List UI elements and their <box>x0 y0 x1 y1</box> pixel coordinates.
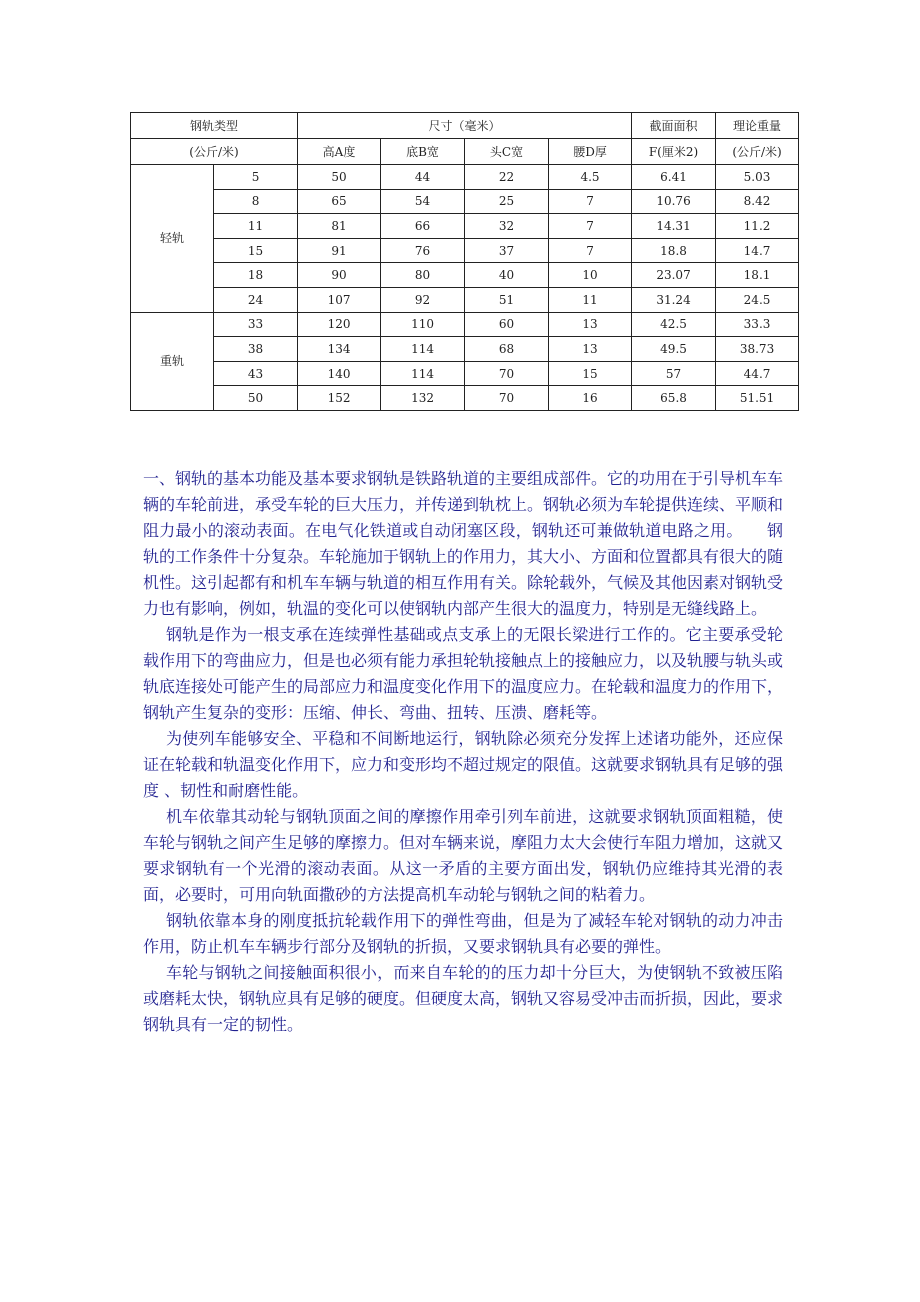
cell-area: 10.76 <box>632 189 716 214</box>
cell-rail-type: 33 <box>214 312 298 337</box>
cell-bottom-width: 54 <box>381 189 465 214</box>
paragraph-strength: 为使列车能够安全、平稳和不间断地运行，钢轨除必须充分发挥上述诸功能外，还应保证在轮载和轨温变化作用下，应力和变形均不超过规定的限值。这就要求钢轨具有足够的强度 、韧性和耐磨性能。 <box>143 729 784 800</box>
cell-rail-type: 5 <box>214 165 298 190</box>
table-row <box>131 214 799 239</box>
cell-bottom-width: 132 <box>381 386 465 411</box>
cell-area: 18.8 <box>632 238 716 263</box>
cell-weight: 38.73 <box>716 337 799 362</box>
cell-height: 50 <box>298 165 381 190</box>
cell-area: 65.8 <box>632 386 716 411</box>
header-waist-thickness: 腰D厚 <box>549 139 632 165</box>
cell-waist-thickness: 13 <box>549 337 632 362</box>
paragraph-functions: 一、钢轨的基本功能及基本要求钢轨是铁路轨道的主要组成部件。它的功用在于引导机车车辆的车轮前进，承受车轮的巨大压力，并传递到轨枕上。钢轨必须为车轮提供连续、平顺和阻力最小的滚动表面。在电气化铁道或自动闭塞区段，钢轨还可兼做轨道电路之用。 钢轨的工作条件十分复杂。车轮施加于钢轨上的作用力，其大小、方面和位置都具有很大的随机性。这引起都有和机车车辆与轨道的相互作用有关。除轮载外，气候及其他因素对钢轨受力也有影响，例如，轨温的变化可以使钢轨内部产生很大的温度力，特别是无缝线路上。 <box>143 469 784 618</box>
cell-bottom-width: 66 <box>381 214 465 239</box>
cell-weight: 14.7 <box>716 238 799 263</box>
body-text <box>143 466 783 1038</box>
cell-head-width: 37 <box>465 238 549 263</box>
cell-head-width: 32 <box>465 214 549 239</box>
rail-table-body <box>131 113 799 411</box>
cell-height: 90 <box>298 263 381 288</box>
cell-bottom-width: 76 <box>381 238 465 263</box>
paragraph-elasticity: 钢轨依靠本身的刚度抵抗轮载作用下的弹性弯曲，但是为了减轻车轮对钢轨的动力冲击作用，防止机车车辆步行部分及钢轨的折损，又要求钢轨具有必要的弹性。 <box>143 911 783 956</box>
paragraph-hardness: 车轮与钢轨之间接触面积很小，而来自车轮的的压力却十分巨大，为使钢轨不致被压陷或磨耗太快，钢轨应具有足够的硬度。但硬度太高，钢轨又容易受冲击而折损，因此，要求钢轨具有一定的韧性。 <box>143 963 784 1034</box>
table-row <box>131 263 799 288</box>
cell-waist-thickness: 15 <box>549 361 632 386</box>
cell-waist-thickness: 4.5 <box>549 165 632 190</box>
cell-head-width: 25 <box>465 189 549 214</box>
cell-height: 120 <box>298 312 381 337</box>
header-weight-unit: (公斤/米) <box>716 139 799 165</box>
table-header-row-1 <box>131 113 799 139</box>
cell-weight: 11.2 <box>716 214 799 239</box>
cell-waist-thickness: 10 <box>549 263 632 288</box>
cell-bottom-width: 80 <box>381 263 465 288</box>
paragraph-beam: 钢轨是作为一根支承在连续弹性基础或点支承上的无限长梁进行工作的。它主要承受轮载作用下的弯曲应力，但是也必须有能力承担轮轨接触点上的接触应力，以及轨腰与轨头或轨底连接处可能产生的局部应力和温度变化作用下的温度应力。在轮载和温度力的作用下，钢轨产生复杂的变形：压缩、伸长、弯曲、扭转、压溃、磨耗等。 <box>143 625 784 722</box>
cell-waist-thickness: 7 <box>549 238 632 263</box>
cell-weight: 51.51 <box>716 386 799 411</box>
table-header-row-2 <box>131 139 799 165</box>
cell-bottom-width: 92 <box>381 287 465 312</box>
cell-height: 152 <box>298 386 381 411</box>
cell-rail-type: 11 <box>214 214 298 239</box>
cell-area: 42.5 <box>632 312 716 337</box>
cell-bottom-width: 44 <box>381 165 465 190</box>
table-row <box>131 238 799 263</box>
paragraph-friction: 机车依靠其动轮与钢轨顶面之间的摩擦作用牵引列车前进，这就要求钢轨顶面粗糙，使车轮与钢轨之间产生足够的摩擦力。但对车辆来说，摩阻力太大会使行车阻力增加，这就又要求钢轨有一个光滑的滚动表面。从这一矛盾的主要方面出发，钢轨仍应维持其光滑的表面，必要时，可用向轨面撒砂的方法提高机车动轮与钢轨之间的粘着力。 <box>143 807 784 904</box>
cell-waist-thickness: 11 <box>549 287 632 312</box>
cell-head-width: 68 <box>465 337 549 362</box>
cell-head-width: 60 <box>465 312 549 337</box>
cell-waist-thickness: 7 <box>549 214 632 239</box>
table-row <box>131 361 799 386</box>
cell-bottom-width: 114 <box>381 337 465 362</box>
header-head-width: 头C宽 <box>465 139 549 165</box>
table-row <box>131 337 799 362</box>
cell-rail-type: 38 <box>214 337 298 362</box>
table-row <box>131 165 799 190</box>
cell-weight: 8.42 <box>716 189 799 214</box>
cell-area: 57 <box>632 361 716 386</box>
cell-bottom-width: 110 <box>381 312 465 337</box>
cell-rail-type: 8 <box>214 189 298 214</box>
cell-head-width: 22 <box>465 165 549 190</box>
cell-head-width: 40 <box>465 263 549 288</box>
cell-area: 49.5 <box>632 337 716 362</box>
cell-head-width: 70 <box>465 386 549 411</box>
cell-height: 134 <box>298 337 381 362</box>
cell-height: 81 <box>298 214 381 239</box>
rail-spec-table <box>130 112 799 411</box>
table-row <box>131 287 799 312</box>
cell-rail-category: 重轨 <box>131 312 214 410</box>
header-rail-type: 钢轨类型 <box>131 113 298 139</box>
cell-area: 31.24 <box>632 287 716 312</box>
header-height: 高A度 <box>298 139 381 165</box>
cell-rail-category: 轻轨 <box>131 165 214 313</box>
cell-height: 91 <box>298 238 381 263</box>
cell-weight: 18.1 <box>716 263 799 288</box>
cell-weight: 5.03 <box>716 165 799 190</box>
cell-rail-type: 50 <box>214 386 298 411</box>
cell-area: 23.07 <box>632 263 716 288</box>
table-row <box>131 189 799 214</box>
header-rail-type-unit: (公斤/米) <box>131 139 298 165</box>
header-area: 截面面积 <box>632 113 716 139</box>
cell-area: 6.41 <box>632 165 716 190</box>
cell-height: 140 <box>298 361 381 386</box>
cell-rail-type: 24 <box>214 287 298 312</box>
cell-bottom-width: 114 <box>381 361 465 386</box>
cell-waist-thickness: 13 <box>549 312 632 337</box>
cell-weight: 24.5 <box>716 287 799 312</box>
cell-waist-thickness: 7 <box>549 189 632 214</box>
header-dimensions: 尺寸（毫米） <box>298 113 632 139</box>
cell-height: 107 <box>298 287 381 312</box>
cell-area: 14.31 <box>632 214 716 239</box>
cell-weight: 33.3 <box>716 312 799 337</box>
header-bottom-width: 底B宽 <box>381 139 465 165</box>
cell-weight: 44.7 <box>716 361 799 386</box>
table-row <box>131 312 799 337</box>
cell-rail-type: 18 <box>214 263 298 288</box>
cell-rail-type: 15 <box>214 238 298 263</box>
cell-waist-thickness: 16 <box>549 386 632 411</box>
cell-height: 65 <box>298 189 381 214</box>
table-row <box>131 386 799 411</box>
cell-head-width: 70 <box>465 361 549 386</box>
cell-rail-type: 43 <box>214 361 298 386</box>
cell-head-width: 51 <box>465 287 549 312</box>
header-weight: 理论重量 <box>716 113 799 139</box>
header-area-unit: F(厘米2) <box>632 139 716 165</box>
